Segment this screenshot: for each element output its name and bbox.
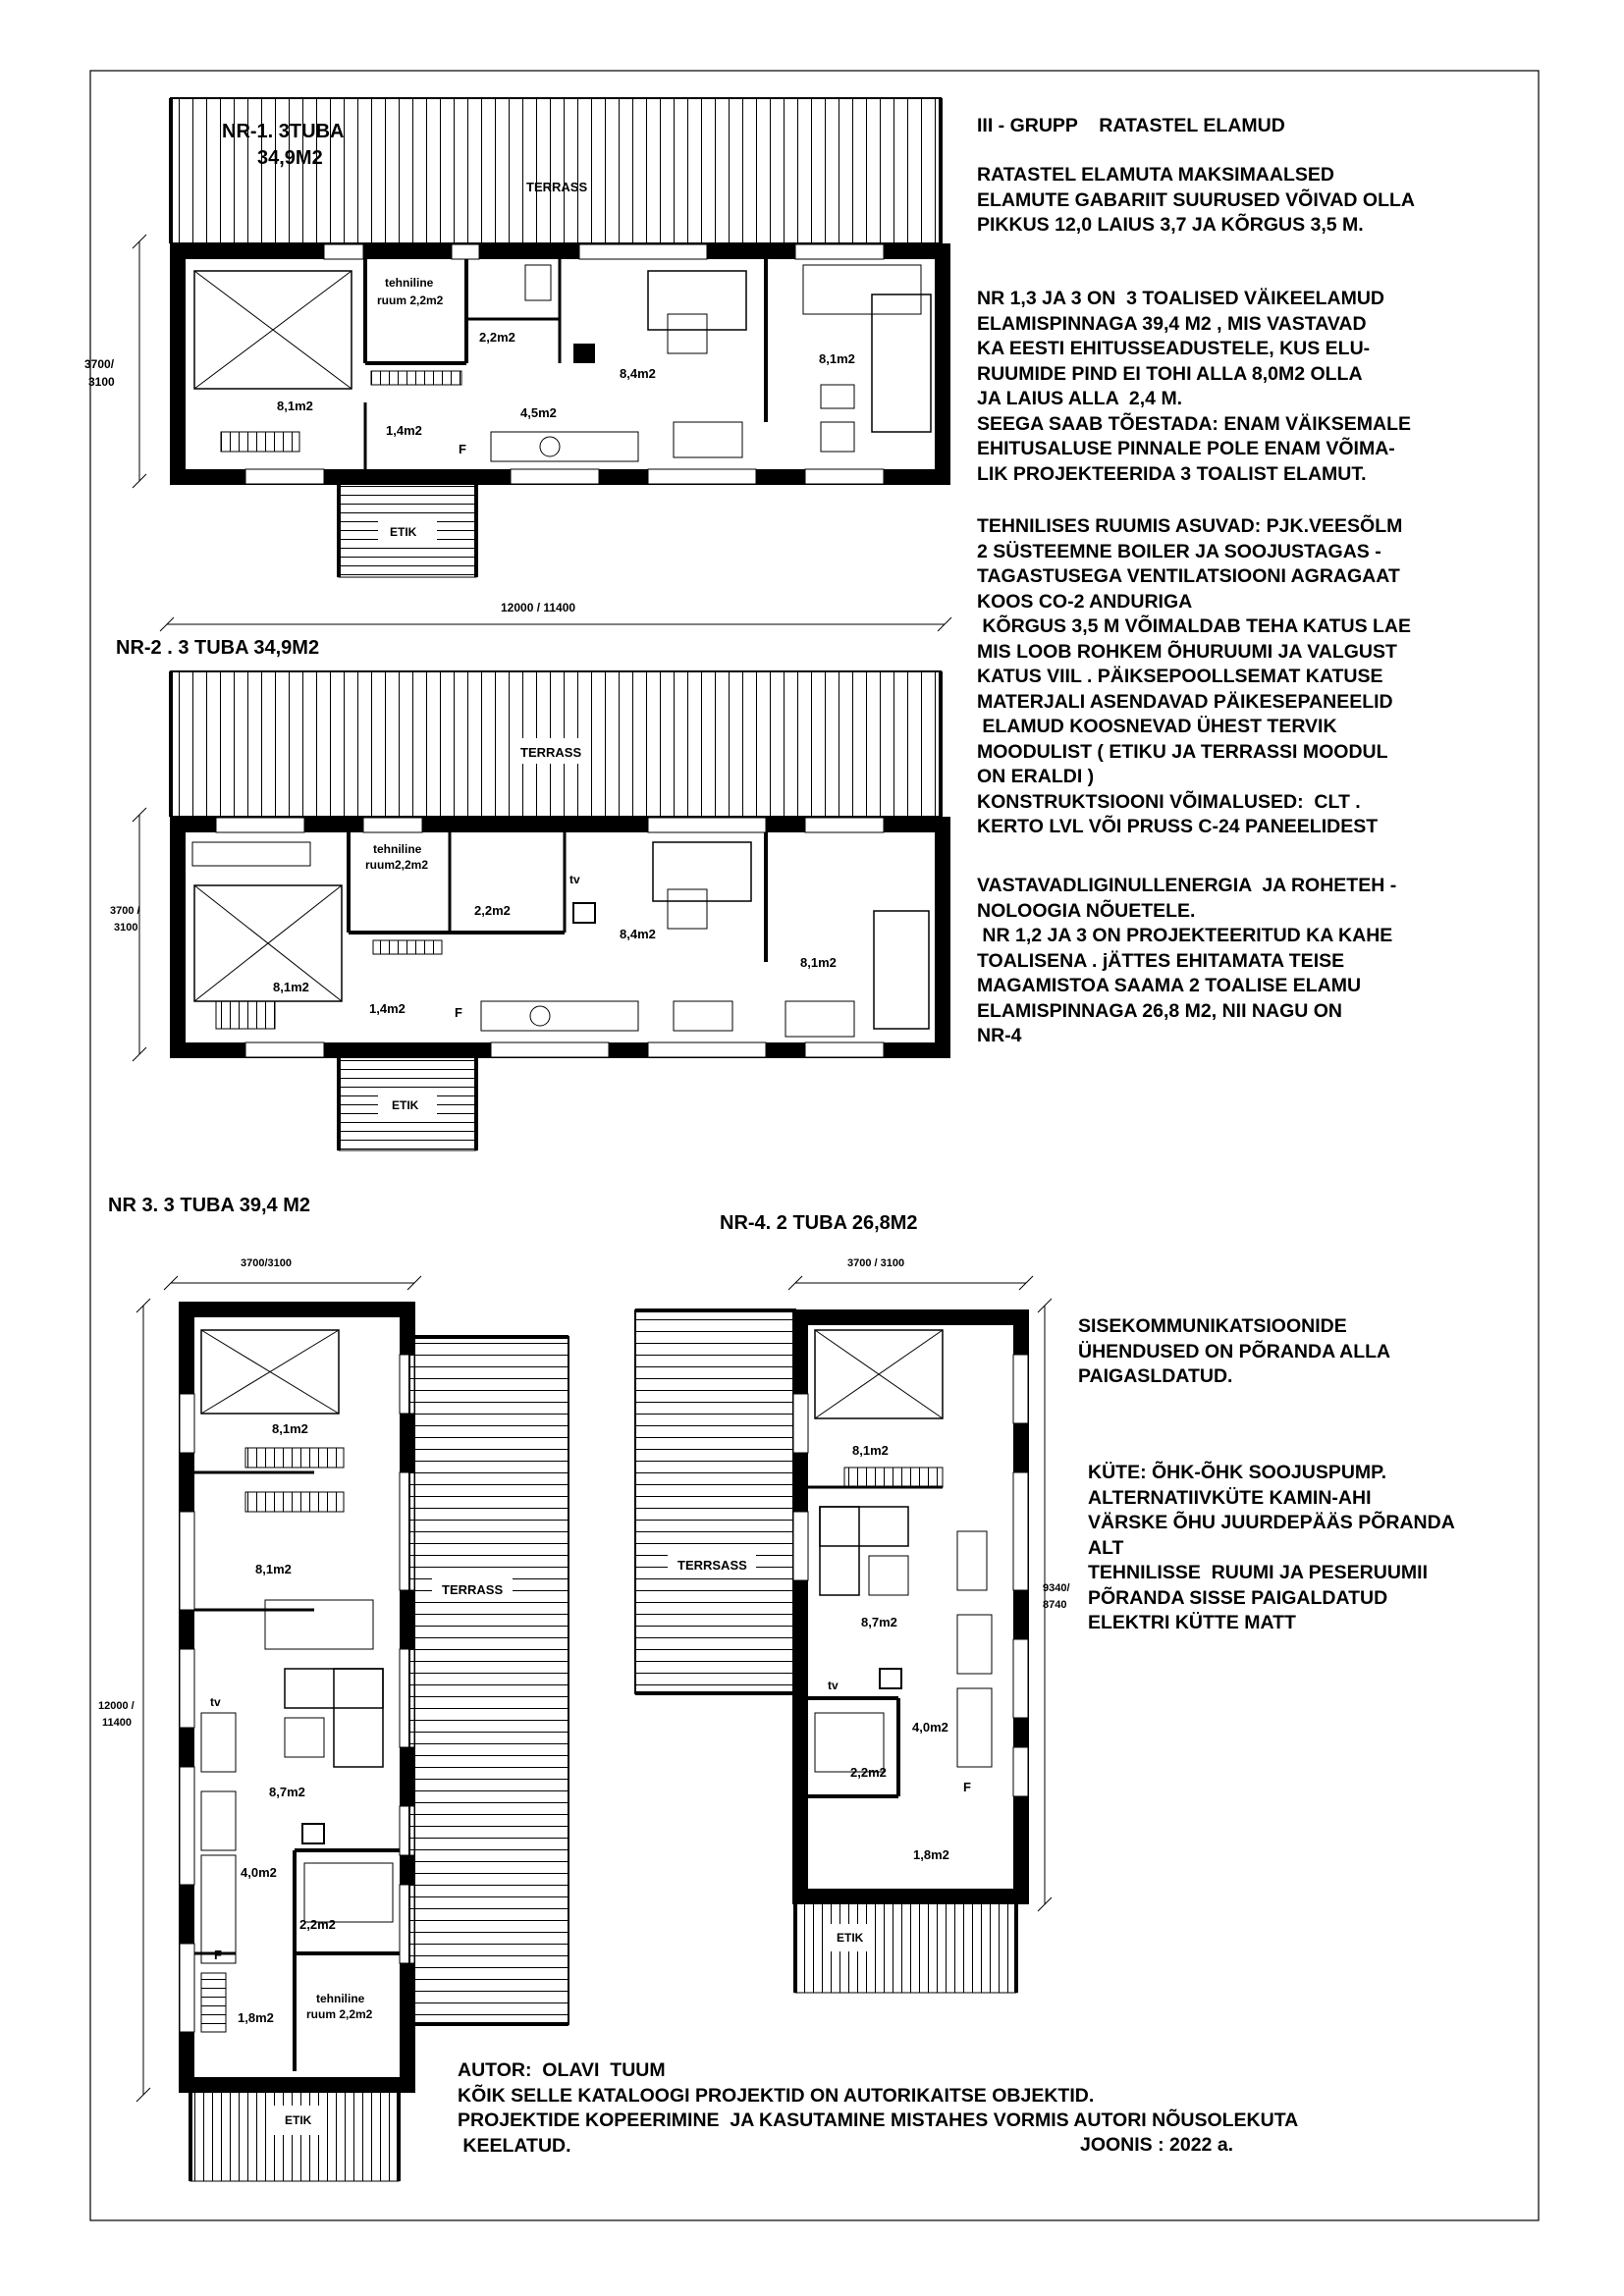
- nr1-technical-b: ruum 2,2m2: [377, 294, 444, 307]
- plan-nr1: [84, 98, 951, 631]
- nr4-living: 8,7m2: [861, 1615, 897, 1629]
- note-block-4: VASTAVADLIGINULLENERGIA JA ROHETEH - NOLOOGIA NÕUETELE. NR 1,2 JA 3 ON PROJEKTEERITUD KA KAHE TOALISENA . jÄTTES EHITAMATA TEISE MAGAMISTOA SAAMA 2 TOALISE ELAMU ELAMISPINNAGA 26,8 M2, NII NAGU ON NR-4: [977, 875, 1397, 1046]
- nr4-dim-width: 3700 / 3100: [847, 1257, 905, 1269]
- nr1-dim-depth-a: 3700/: [84, 357, 115, 371]
- nr3-dim-length-a: 12000 /: [98, 1700, 135, 1712]
- author-block: AUTOR: OLAVI TUUM KÕIK SELLE KATALOOGI PROJEKTID ON AUTORIKAITSE OBJEKTID. PROJEKTIDE KOPEERIMINE JA KASUTAMINE MISTAHES VORMIS AUTORI NÕUSOLEKUTA KEELATUD.: [458, 2059, 1299, 2157]
- drawing-year: JOONIS : 2022 a.: [1080, 2134, 1234, 2156]
- plan-nr2: [110, 637, 943, 1150]
- nr1-bath: 2,2m2: [479, 330, 515, 345]
- nr2-bedroom-right: 8,1m2: [800, 955, 837, 970]
- nr2-terrace-label: TERRASS: [520, 745, 582, 760]
- note-block-1: RATASTEL ELAMUTA MAKSIMAALSED ELAMUTE GABARIIT SUURUSED VÕIVAD OLLA PIKKUS 12,0 LAIUS 3,7 JA KÕRGUS 3,5 M.: [977, 164, 1415, 236]
- nr1-title: NR-1. 3TUBA: [222, 121, 345, 142]
- nr4-tv: tv: [828, 1679, 839, 1692]
- nr4-dim-length-b: 8740: [1043, 1599, 1067, 1611]
- nr3-entry: ETIK: [285, 2113, 312, 2127]
- nr1-bedroom-left: 8,1m2: [277, 399, 313, 413]
- nr2-fridge: F: [455, 1005, 462, 1020]
- nr1-living: 8,4m2: [620, 366, 656, 381]
- nr3-dim-width: 3700/3100: [241, 1257, 292, 1269]
- nr1-dim-depth-b: 3100: [88, 375, 115, 389]
- nr3-hall: 1,8m2: [238, 2010, 274, 2025]
- nr1-fridge: F: [459, 442, 466, 456]
- nr1-dim-width: 12000 / 11400: [501, 601, 576, 614]
- plan-nr4: [635, 1212, 1070, 1993]
- nr3-dim-length-b: 11400: [102, 1717, 132, 1729]
- nr4-fridge: F: [963, 1780, 971, 1794]
- nr4-hall: 1,8m2: [913, 1847, 949, 1862]
- nr1-area: 34,9M2: [257, 147, 323, 169]
- nr3-tv: tv: [210, 1695, 221, 1709]
- nr2-dim-depth-b: 3100: [114, 922, 138, 934]
- nr3-bedroom-top: 8,1m2: [272, 1421, 308, 1436]
- nr2-bedroom-left: 8,1m2: [273, 980, 309, 994]
- nr4-terrace-label: TERRSASS: [677, 1558, 747, 1573]
- nr1-terrace-label: TERRASS: [526, 180, 588, 194]
- note-block-5: SISEKOMMUNIKATSIOONIDE ÜHENDUSED ON PÕRANDA ALLA PAIGASLDATUD.: [1078, 1315, 1391, 1387]
- nr2-title: NR-2 . 3 TUBA 34,9M2: [116, 637, 320, 659]
- nr2-dim-depth-a: 3700 /: [110, 905, 140, 917]
- nr2-tv: tv: [569, 873, 580, 886]
- nr4-kitchen: 4,0m2: [912, 1720, 948, 1735]
- nr3-fridge: F: [214, 1948, 222, 1962]
- nr1-technical-a: tehniline: [385, 276, 434, 290]
- nr3-bath: 2,2m2: [299, 1917, 336, 1932]
- nr4-bath: 2,2m2: [850, 1765, 887, 1780]
- nr2-living: 8,4m2: [620, 927, 656, 941]
- nr3-title: NR 3. 3 TUBA 39,4 M2: [108, 1195, 310, 1216]
- plan-nr3: [98, 1195, 568, 2181]
- nr1-bedroom-right: 8,1m2: [819, 351, 855, 366]
- nr4-title: NR-4. 2 TUBA 26,8M2: [720, 1212, 918, 1234]
- nr3-kitchen: 4,0m2: [241, 1865, 277, 1880]
- note-block-6: KÜTE: ÕHK-ÕHK SOOJUSPUMP. ALTERNATIIVKÜTE KAMIN-AHI VÄRSKE ÕHU JUURDEPÄÄS PÕRANDA ALT TEHNILISSE RUUMI JA PESERUUMII PÕRANDA SISSE PAIGALDATUD ELEKTRI KÜTTE MATT: [1088, 1462, 1455, 1633]
- nr4-dim-length-a: 9340/: [1043, 1582, 1070, 1594]
- nr2-technical-b: ruum2,2m2: [365, 858, 429, 872]
- nr2-bath: 2,2m2: [474, 903, 511, 918]
- nr3-terrace-label: TERRASS: [442, 1582, 504, 1597]
- nr3-bedroom-mid: 8,1m2: [255, 1562, 292, 1576]
- nr2-technical-a: tehniline: [373, 842, 422, 856]
- nr1-entry: ETIK: [390, 525, 417, 539]
- nr3-technical-b: ruum 2,2m2: [306, 2007, 373, 2021]
- note-block-2: NR 1,3 JA 3 ON 3 TOALISED VÄIKEELAMUD ELAMISPINNAGA 39,4 M2 , MIS VASTAVAD KA EESTI EHITUSSEADUSTELE, KUS ELU- RUUMIDE PIND EI TOHI ALLA 8,0M2 OLLA JA LAIUS ALLA 2,4 M. SEEGA SAAB TÕESTADA: ENAM VÄIKSEMALE EHITUSALUSE PINNALE POLE ENAM VÕIMA- LIK PROJEKTEERIDA 3 TOALIST ELAMUT.: [977, 288, 1412, 485]
- nr1-kitchen: 4,5m2: [520, 405, 557, 420]
- nr3-technical-a: tehniline: [316, 1992, 365, 2005]
- nr2-entry: ETIK: [392, 1098, 419, 1112]
- group-title: III - GRUPP RATASTEL ELAMUD: [977, 115, 1285, 136]
- nr4-bedroom: 8,1m2: [852, 1443, 889, 1458]
- nr4-entry: ETIK: [837, 1931, 864, 1945]
- nr2-hall: 1,4m2: [369, 1001, 406, 1016]
- nr3-living: 8,7m2: [269, 1785, 305, 1799]
- note-block-3: TEHNILISES RUUMIS ASUVAD: PJK.VEESÕLM 2 SÜSTEEMNE BOILER JA SOOJUSTAGAS - TAGASTUSEGA VENTILATSIOONI AGRAGAAT KOOS CO-2 ANDURIGA KÕRGUS 3,5 M VÕIMALDAB TEHA KATUS LAE MIS LOOB ROHKEM ÕHURUUMI JA VALGUST KATUS VIIL . PÄIKSEPOOLLSEMAT KATUSE MATERJALI ASENDAVAD PÄIKESEPANEELID ELAMUD KOOSNEVAD ÜHEST TERVIK MOODULIST ( ETIKU JA TERRASSI MOODUL ON ERALDI ) KONSTRUKTSIOONI VÕIMALUSED: CLT . KERTO LVL VÕI PRUSS C-24 PANEELIDEST: [977, 515, 1412, 837]
- nr1-hall: 1,4m2: [386, 423, 422, 438]
